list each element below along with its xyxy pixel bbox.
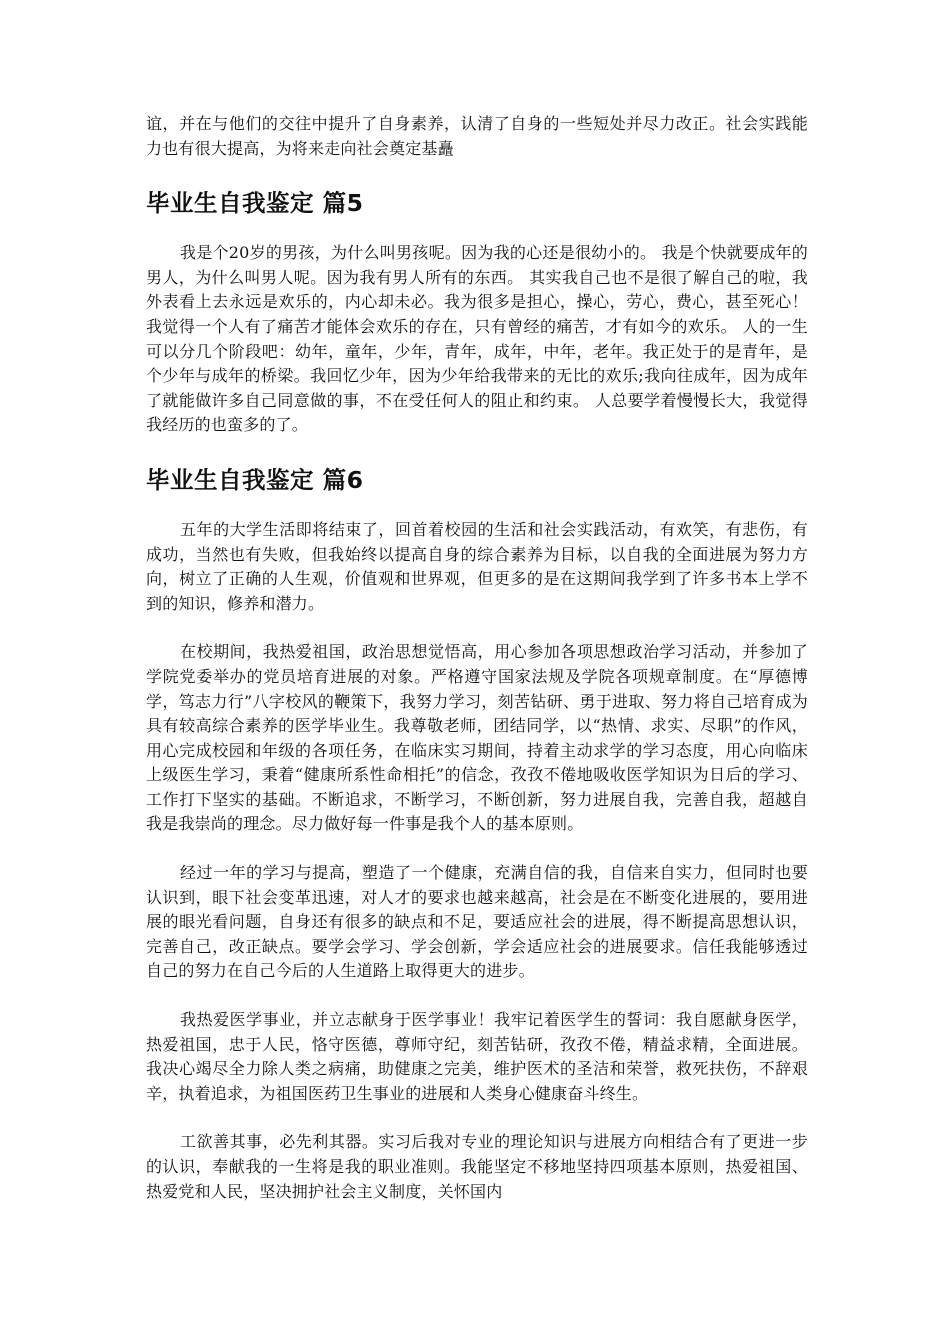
section-6-paragraph-5: 工欲善其事，必先利其器。实习后我对专业的理论知识与进展方向相结合有了更进一步的认识，奉献我的一生将是我的职业准则。我能坚定不移地坚持四项基本原则，热爱祖国、热爱党和人民，坚决拥护社会主义制度，关怀国内 [146, 1132, 808, 1201]
intro-paragraph: 谊，并在与他们的交往中提升了自身素养，认清了自身的一些短处并尽力改正。社会实践能力也有很大提高，为将来走向社会奠定基矗 [146, 114, 808, 158]
section-6-paragraph-2: 在校期间，我热爱祖国，政治思想觉悟高，用心参加各项思想政治学习活动，并参加了学院党委举办的党员培育进展的对象。严格遵守国家法规及学院各项规章制度。在“厚德博学，笃志力行”八字校风的鞭策下，我努力学习，刻苦钻研、勇于进取、努力将自己培育成为具有较高综合素养的医学毕业生。我尊敬老师，团结同学，以“热情、求实、尽职”的作风，用心完成校园和年级的各项任务，在临床实习期间，持着主动求学的学习态度，用心向临床上级医生学习，秉着“健康所系性命相托”的信念，孜孜不倦地吸收医学知识为日后的学习、工作打下坚实的基础。不断追求，不断学习，不断创新，努力进展自我，完善自我，超越自我是我崇尚的理念。尽力做好每一件事是我个人的基本原则。 [146, 642, 808, 834]
section-heading-6: 毕业生自我鉴定 篇6 [146, 465, 364, 494]
section-6-paragraph-4: 我热爱医学事业，并立志献身于医学事业！我牢记着医学生的誓词：我自愿献身医学，热爱祖国，忠于人民，恪守医德，尊师守纪，刻苦钻研，孜孜不倦，精益求精，全面进展。我决心竭尽全力除人类之病痛，助健康之完美，维护医术的圣洁和荣誉，救死扶伤，不辞艰辛，执着追求，为祖国医药卫生事业的进展和人类身心健康奋斗终生。 [146, 1010, 808, 1103]
section-heading-5: 毕业生自我鉴定 篇5 [146, 189, 364, 218]
section-6-paragraph-3: 经过一年的学习与提高，塑造了一个健康，充满自信的我，自信来自实力，但同时也要认识到，眼下社会变革迅速，对人才的要求也越来越高，社会是在不断变化进展的，要用进展的眼光看问题，自身还有很多的缺点和不足，要适应社会的进展，得不断提高思想认识，完善自己，改正缺点。要学会学习、学会创新，学会适应社会的进展要求。信任我能够透过自己的努力在自己今后的人生道路上取得更大的进步。 [146, 863, 808, 981]
section-6-paragraph-1: 五年的大学生活即将结束了，回首着校园的生活和社会实践活动，有欢笑，有悲伤，有成功，当然也有失败，但我始终以提高自身的综合素养为目标，以自我的全面进展为努力方向，树立了正确的人生观，价值观和世界观，但更多的是在这期间我学到了许多书本上学不到的知识，修养和潜力。 [146, 519, 808, 613]
section-5-paragraph-1: 我是个20岁的男孩，为什么叫男孩呢。因为我的心还是很幼小的。 我是个快就要成年的男人，为什么叫男人呢。因为我有男人所有的东西。 其实我自己也不是很了解自己的啦，我外表看上去永远是欢乐的，内心却未必。我为很多是担心，操心，劳心，费心，甚至死心！我觉得一个人有了痛苦才能体会欢乐的存在，只有曾经的痛苦，才有如今的欢乐。 人的一生可以分几个阶段吧：幼年，童年，少年，青年，成年，中年，老年。我正处于的是青年，是个少年与成年的桥梁。我回忆少年，因为少年给我带来的无比的欢乐;我向往成年，因为成年了就能做许多自己同意做的事，不在受任何人的阻止和约束。 人总要学着慢慢长大，我觉得我经历的也蛮多的了。 [146, 243, 808, 435]
document-page [146, 112, 808, 1204]
